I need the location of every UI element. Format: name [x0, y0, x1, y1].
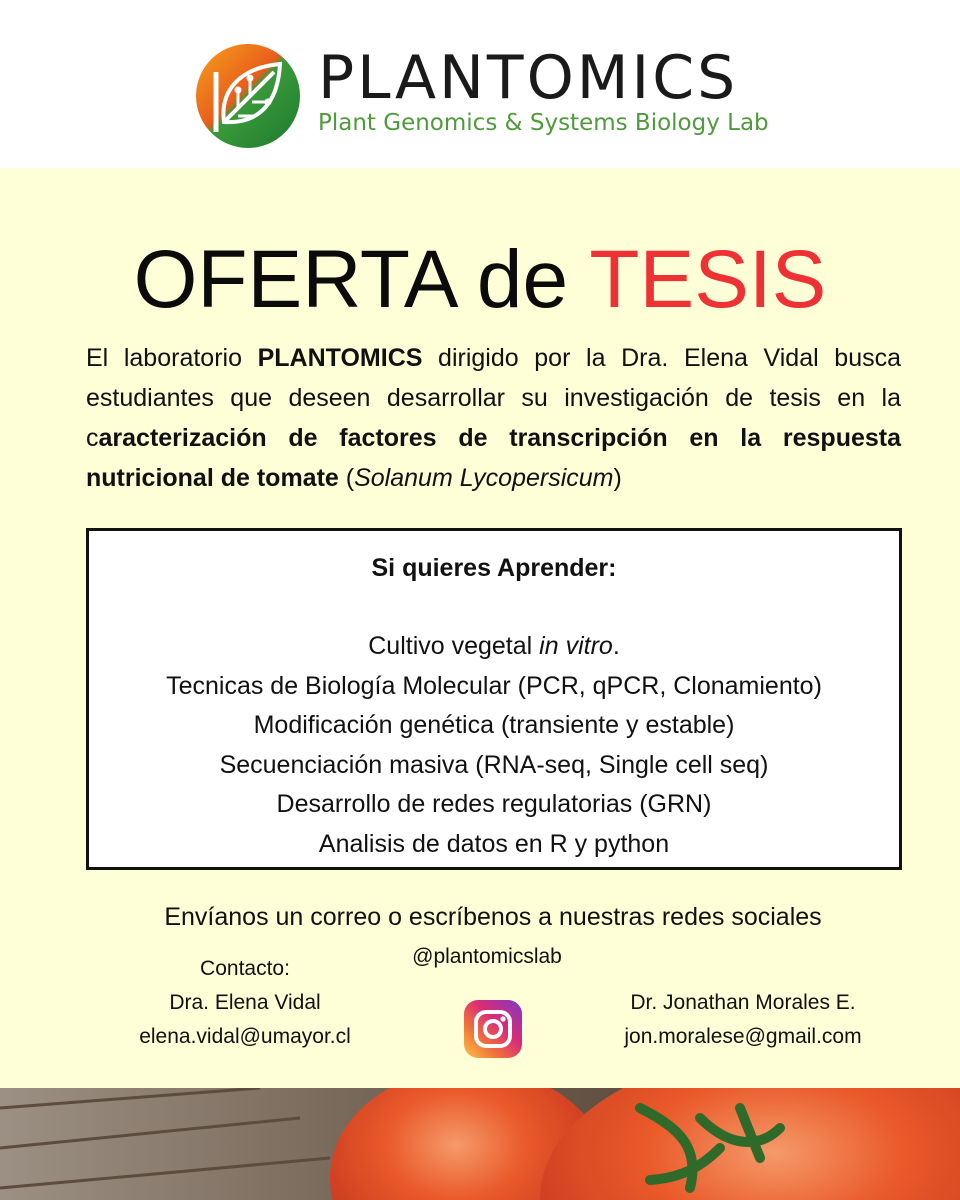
intro-italic: Solanum Lycopersicum	[354, 464, 614, 492]
intro-bold-2: aracterización de factores de transcripción en la respuesta nutricional de tomate	[86, 424, 901, 492]
intro-paragraph	[86, 338, 901, 498]
learn-list	[89, 627, 899, 864]
contact-right	[600, 986, 886, 1054]
learn-item: Analisis de datos en R y python	[318, 829, 670, 858]
learn-item: Secuenciación masiva (RNA-seq, Single cell seq)	[219, 750, 769, 779]
tomato-photo	[0, 1088, 960, 1200]
tomato-photo-art	[0, 1088, 960, 1200]
leaf-logo-icon	[194, 42, 302, 150]
contact-left-email[interactable]: elena.vidal@umayor.cl	[139, 1025, 351, 1048]
learn-title: Si quieres Aprender:	[371, 554, 617, 582]
intro-bold-1: PLANTOMICS	[257, 344, 423, 372]
learn-item-1-text: Cultivo vegetal	[368, 632, 540, 660]
learn-item: Modificación genética (transiente y estable)	[253, 711, 735, 739]
contact-label: Contacto:	[200, 957, 290, 980]
brand-tagline: Plant Genomics & Systems Biology Lab	[318, 110, 769, 136]
contact-left-name: Dra. Elena Vidal	[169, 991, 321, 1014]
header	[0, 0, 960, 168]
contact-right-email[interactable]: jon.moralese@gmail.com	[624, 1025, 862, 1048]
learn-item: Desarrollo de redes regulatorias (GRN)	[276, 790, 712, 818]
contact-right-name: Dr. Jonathan Morales E.	[630, 991, 856, 1014]
instagram-glyph-icon	[464, 1000, 522, 1058]
intro-text-4: )	[613, 464, 622, 492]
title-part1: OFERTA de	[133, 234, 569, 325]
learn-item	[89, 627, 899, 667]
brand-name: PLANTOMICS	[318, 43, 739, 113]
page-title	[0, 232, 960, 328]
send-line: Envíanos un correo o escríbenos a nuestras redes sociales	[164, 903, 822, 931]
learn-item-1-italic: in vitro	[539, 632, 613, 660]
instagram-icon[interactable]	[464, 1000, 522, 1058]
learn-item: Tecnicas de Biología Molecular (PCR, qPCR, Clonamiento)	[166, 671, 822, 700]
intro-text-1: El laboratorio	[86, 344, 258, 372]
learn-item-1-end: .	[612, 632, 620, 660]
learn-box	[86, 528, 902, 870]
instagram-handle[interactable]: @plantomicslab	[412, 945, 562, 968]
title-part2: TESIS	[589, 234, 827, 325]
contact-left	[110, 952, 380, 1054]
intro-text-2: dirigido por la Dra. Elena Vidal busca estudiantes que deseen desarrollar su investigación de tesis en la c	[86, 344, 901, 452]
intro-text-3: (	[338, 464, 355, 492]
